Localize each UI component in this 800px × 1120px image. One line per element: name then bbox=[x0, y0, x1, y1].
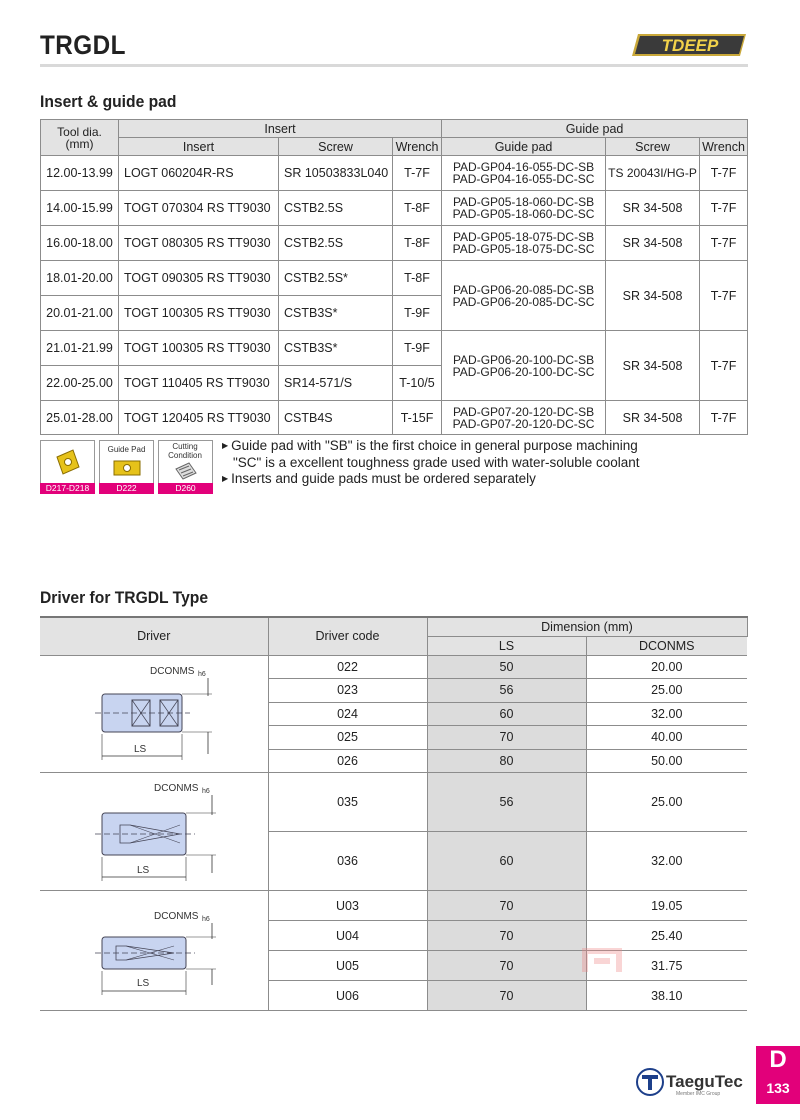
guide-pad-icon bbox=[113, 458, 141, 478]
page-title: TRGDL bbox=[40, 30, 126, 60]
table-row: DCONMS h6 LS U03 70 19.05 bbox=[40, 891, 747, 921]
guide-pad-ref-box[interactable]: Guide Pad D222 bbox=[99, 440, 154, 494]
table-row: 036 60 32.00 bbox=[40, 832, 747, 891]
page-number: 133 bbox=[766, 1080, 790, 1096]
notes bbox=[222, 438, 640, 488]
page-badge bbox=[756, 1046, 800, 1104]
svg-text:h6: h6 bbox=[202, 788, 210, 795]
driver-header: Driver bbox=[40, 617, 268, 655]
table-row: 026 80 50.00 bbox=[40, 749, 747, 773]
table-row: DCONMS h6 LS 022 50 20.00 bbox=[40, 655, 747, 679]
dimension-header: Dimension (mm) bbox=[427, 617, 747, 636]
driver-drawing-c bbox=[40, 891, 268, 1011]
driver-code-header: Driver code bbox=[268, 617, 427, 655]
svg-text:h6: h6 bbox=[202, 916, 210, 923]
guide-pad-group-header: Guide pad bbox=[442, 120, 748, 138]
gp-screw-header: Screw bbox=[606, 138, 700, 156]
triangle-bullet-icon: ▶ bbox=[222, 441, 229, 450]
insert-ref-box[interactable]: D217-D218 bbox=[40, 440, 95, 494]
tool-dia-header: Tool dia. (mm) bbox=[41, 120, 119, 156]
table-row: 21.01-21.99 TOGT 100305 RS TT9030 CSTB3S* T-9F PAD-GP06-20-100-DC-SB PAD-GP06-20-100-DC-SC SR 34-508 T-7F bbox=[41, 331, 748, 366]
table-row: 12.00-13.99 LOGT 060204R-RS SR 10503833L040 T-7F PAD-GP04-16-055-DC-SB PAD-GP04-16-055-DC-SC TS 20043I/HG-P T-7F bbox=[41, 156, 748, 191]
cutting-condition-icon bbox=[173, 461, 199, 481]
note-item: ▶ Inserts and guide pads must be ordered separately bbox=[222, 471, 536, 486]
triangle-bullet-icon: ▶ bbox=[222, 474, 229, 483]
insert-icon bbox=[53, 447, 83, 477]
taegutec-logo-icon bbox=[636, 1068, 664, 1096]
table-row: U04 70 25.40 bbox=[40, 921, 747, 951]
table-row: 14.00-15.99 TOGT 070304 RS TT9030 CSTB2.5S T-8F PAD-GP05-18-060-DC-SB PAD-GP05-18-060-DC-SC SR 34-508 T-7F bbox=[41, 191, 748, 226]
svg-text:LS: LS bbox=[137, 978, 150, 989]
svg-text:DCONMS: DCONMS bbox=[154, 911, 199, 922]
brand-subtitle: Member IMC Group bbox=[676, 1091, 721, 1097]
table-row: 22.00-25.00 TOGT 110405 RS TT9030 SR14-571/S T-10/5 bbox=[41, 366, 748, 401]
table-row: 025 70 40.00 bbox=[40, 726, 747, 750]
page-letter: D bbox=[769, 1046, 787, 1073]
table-row: 18.01-20.00 TOGT 090305 RS TT9030 CSTB2.5S* T-8F PAD-GP06-20-085-DC-SB PAD-GP06-20-085-DC-SC SR 34-508 T-7F bbox=[41, 261, 748, 296]
table-row: DCONMS h6 LS 035 56 25.00 bbox=[40, 773, 747, 832]
driver-c-drawing-icon bbox=[40, 891, 268, 1011]
brand-name: TaeguTec bbox=[666, 1072, 743, 1091]
table-row: 024 60 32.00 bbox=[40, 702, 747, 726]
insert-group-header: Insert bbox=[119, 120, 442, 138]
insert-guide-pad-table bbox=[40, 119, 748, 435]
table-row: 20.01-21.00 TOGT 100305 RS TT9030 CSTB3S* T-9F bbox=[41, 296, 748, 331]
svg-text:LS: LS bbox=[134, 743, 147, 755]
ls-header: LS bbox=[427, 636, 586, 655]
note-item: ▶ Guide pad with "SB" is the first choice in general purpose machining bbox=[222, 438, 638, 453]
svg-text:DCONMS: DCONMS bbox=[154, 783, 199, 794]
svg-text:TDEEP: TDEEP bbox=[661, 36, 719, 55]
driver-b-drawing-icon bbox=[40, 773, 268, 891]
insert-header: Insert bbox=[119, 138, 279, 156]
screw-header: Screw bbox=[279, 138, 393, 156]
table-row: 023 56 25.00 bbox=[40, 679, 747, 703]
svg-text:LS: LS bbox=[137, 865, 150, 876]
table-row: 25.01-28.00 TOGT 120405 RS TT9030 CSTB4S T-15F PAD-GP07-20-120-DC-SB PAD-GP07-20-120-DC-SC SR 34-508 T-7F bbox=[41, 401, 748, 435]
table-row: U05 70 31.75 bbox=[40, 951, 747, 981]
table-row: 16.00-18.00 TOGT 080305 RS TT9030 CSTB2.5S T-8F PAD-GP05-18-075-DC-SB PAD-GP05-18-075-DC-SC SR 34-508 T-7F bbox=[41, 226, 748, 261]
gp-wrench-header: Wrench bbox=[700, 138, 748, 156]
driver-a-drawing-icon bbox=[40, 656, 268, 773]
watermark-logo bbox=[538, 940, 658, 1020]
svg-text:DCONMS: DCONMS bbox=[150, 665, 195, 677]
insert-section-title: Insert & guide pad bbox=[40, 92, 177, 111]
dconms-header: DCONMS bbox=[586, 636, 747, 655]
table-row: U06 70 38.10 bbox=[40, 981, 747, 1011]
wrench-header: Wrench bbox=[393, 138, 442, 156]
cutting-condition-ref-box[interactable]: Cutting Condition D260 bbox=[158, 440, 213, 494]
guide-pad-header: Guide pad bbox=[442, 138, 606, 156]
driver-drawing-b bbox=[40, 773, 268, 891]
note-item: "SC" is a excellent toughness grade used with water-soluble coolant bbox=[233, 454, 640, 470]
svg-text:h6: h6 bbox=[198, 670, 206, 678]
driver-section-title: Driver for TRGDL Type bbox=[40, 588, 209, 607]
driver-drawing-a bbox=[40, 655, 268, 773]
title-rule bbox=[40, 64, 748, 67]
tdeep-logo bbox=[632, 30, 748, 60]
